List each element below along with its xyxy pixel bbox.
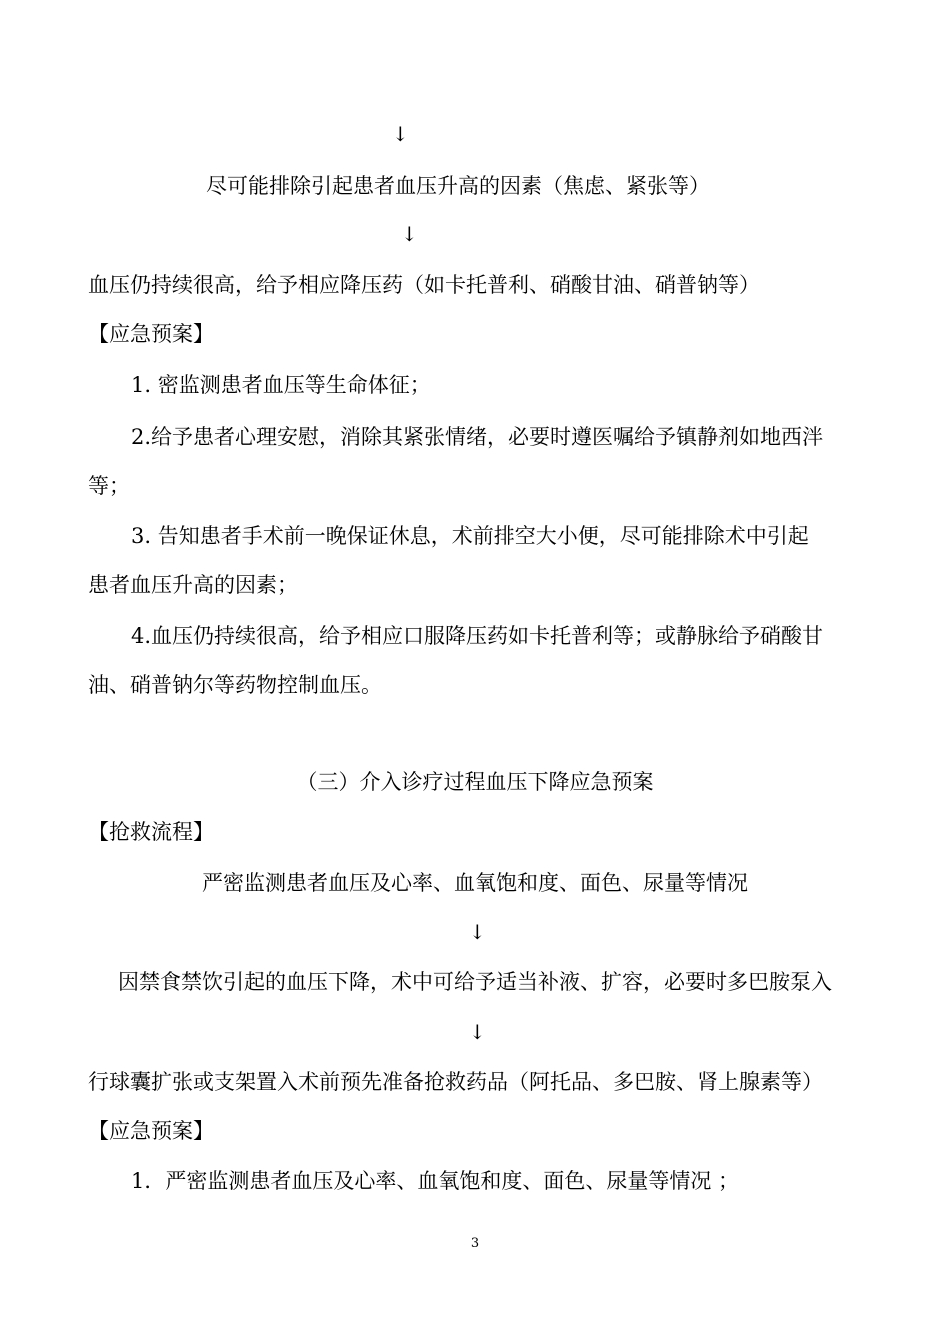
flow-step: 因禁食禁饮引起的血压下降，术中可给予适当补液、扩容，必要时多巴胺泵入 [118,970,832,994]
plan-item: 1. 密监测患者血压等生命体征； [131,373,431,397]
flow-arrow: ↓ [392,122,409,146]
plan-item-continuation: 等； [88,474,130,498]
flow-step: 尽可能排除引起患者血压升高的因素（焦虑、紧张等） [206,174,710,198]
flow-heading: 【抢救流程】 [88,820,214,844]
page-number: 3 [470,1236,480,1251]
flow-step: 血压仍持续很高，给予相应降压药（如卡托普利、硝酸甘油、硝普钠等） [88,273,760,297]
plan-item: 1．严密监测患者血压及心率、血氧饱和度、面色、尿量等情况 ； [131,1169,740,1193]
flow-arrow: ↓ [469,1020,486,1044]
plan-item: 4.血压仍持续很高，给予相应口服降压药如卡托普利等；或静脉给予硝酸甘 [131,624,824,648]
plan-item: 2.给予患者心理安慰，消除其紧张情绪，必要时遵医嘱给予镇静剂如地西泮 [131,425,824,449]
flow-step: 行球囊扩张或支架置入术前预先准备抢救药品（阿托品、多巴胺、肾上腺素等） [88,1070,823,1094]
plan-item-continuation: 患者血压升高的因素； [88,573,298,597]
plan-heading: 【应急预案】 [88,1119,214,1143]
section-title: （三）介入诊疗过程血压下降应急预案 [296,770,654,794]
flow-arrow: ↓ [469,920,486,944]
flow-arrow: ↓ [401,222,418,246]
flow-step: 严密监测患者血压及心率、血氧饱和度、面色、尿量等情况 [202,871,748,895]
plan-heading: 【应急预案】 [88,322,214,346]
plan-item: 3. 告知患者手术前一晚保证休息，术前排空大小便，尽可能排除术中引起 [131,524,809,548]
plan-item-continuation: 油、硝普钠尔等药物控制血压。 [88,673,382,697]
